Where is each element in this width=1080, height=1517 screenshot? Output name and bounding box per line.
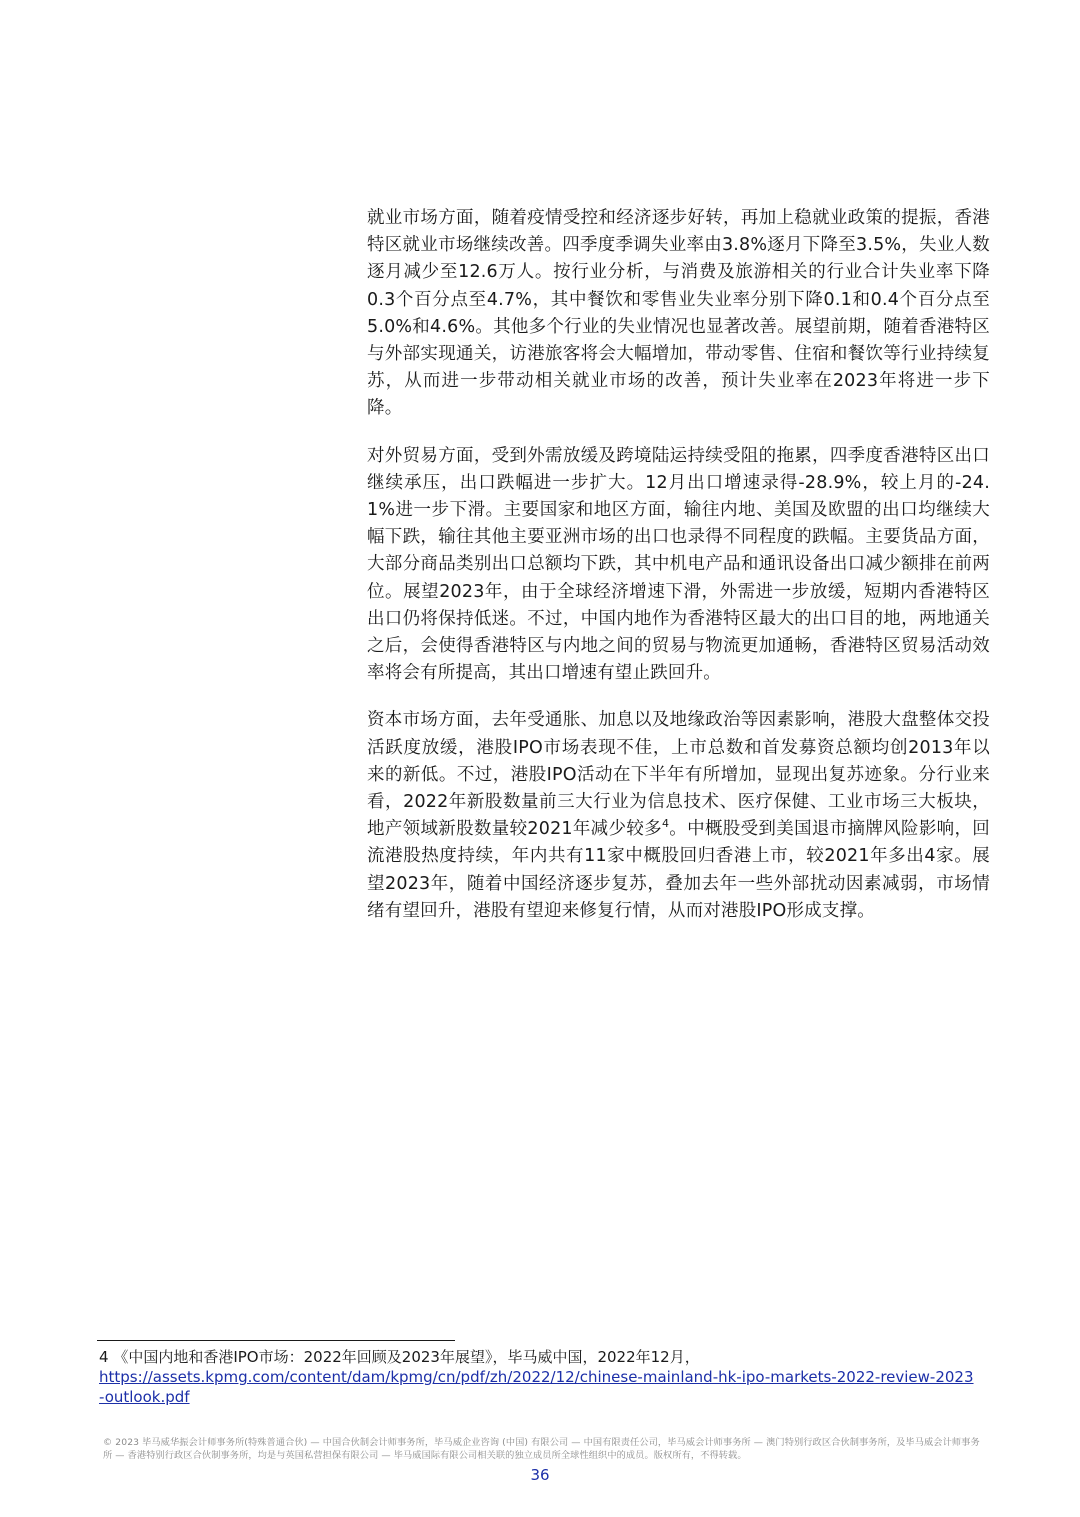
page-number: 36 <box>530 1466 550 1484</box>
paragraph-capital-market <box>367 707 990 925</box>
footnote-link[interactable]: https://assets.kpmg.com/content/dam/kpmg/cn/pdf/zh/2022/12/chinese-mainland-hk-ipo-markets-2022-review-2023-outlook.pdf <box>99 1368 974 1406</box>
main-body <box>367 205 990 945</box>
capital-market-text-a: 资本市场方面，去年受通胀、加息以及地缘政治等因素影响，港股大盘整体交投活跃度放缓，港股IPO市场表现不佳，上市总数和首发募资总额均创2013年以来的新低。不过，港股IPO活动在下半年有所增加，显现出复苏迹象。分行业来看，2022年新股数量前三大行业为信息技术、医疗保健、工业市场三大板块，地产领域新股数量较2021年减少较多 <box>367 710 990 840</box>
paragraph-foreign-trade: 对外贸易方面，受到外需放缓及跨境陆运持续受阻的拖累，四季度香港特区出口继续承压，出口跌幅进一步扩大。12月出口增速录得-28.9%，较上月的-24.1%进一步下滑。主要国家和地区方面，输往内地、美国及欧盟的出口均继续大幅下跌，输往其他主要亚洲市场的出口也录得不同程度的跌幅。主要货品方面，大部分商品类别出口总额均下跌，其中机电产品和通讯设备出口减少额排在前两位。展望2023年，由于全球经济增速下滑，外需进一步放缓，短期内香港特区出口仍将保持低迷。不过，中国内地作为香港特区最大的出口目的地，两地通关之后，会使得香港特区与内地之间的贸易与物流更加通畅，香港特区贸易活动效率将会有所提高，其出口增速有望止跌回升。 <box>367 445 990 684</box>
paragraph-employment: 就业市场方面，随着疫情受控和经济逐步好转，再加上稳就业政策的提振，香港特区就业市场继续改善。四季度季调失业率由3.8%逐月下降至3.5%，失业人数逐月减少至12.6万人。按行业分析，与消费及旅游相关的行业合计失业率下降0.3个百分点至4.7%，其中餐饮和零售业失业率分别下降0.1和0.4个百分点至5.0%和4.6%。其他多个行业的失业情况也显著改善。展望前期，随着香港特区与外部实现通关，访港旅客将会大幅增加，带动零售、住宿和餐饮等行业持续复苏，从而进一步带动相关就业市场的改善，预计失业率在2023年将进一步下降。 <box>367 208 990 419</box>
footnote <box>99 1347 979 1407</box>
capital-market-text-b: 。中概股受到美国退市摘牌风险影响，回流港股热度持续，年内共有11家中概股回归香港上市，较2021年多出4家。展望2023年，随着中国经济逐步复苏，叠加去年一些外部扰动因素减弱，市场情绪有望回升，港股有望迎来修复行情，从而对港股IPO形成支撑。 <box>367 819 990 921</box>
footer-legal-notice: © 2023 毕马威华振会计师事务所(特殊普通合伙) — 中国合伙制会计师事务所，毕马威企业咨询 (中国) 有限公司 — 中国有限责任公司，毕马威会计师事务所 — 澳门特别行政区合伙制事务所，及毕马威会计师事务所 — 香港特别行政区合伙制事务所，均是与英国私营担保有限公司 — 毕马威国际有限公司相关联的独立成员所全球性组织中的成员。版权所有，不得转载。 <box>103 1437 980 1461</box>
footnote-reference[interactable]: 4 <box>661 817 670 831</box>
footnote-text: 《中国内地和香港IPO市场：2022年回顾及2023年展望》，毕马威中国，2022年12月， <box>113 1348 700 1366</box>
footnote-divider <box>97 1340 455 1341</box>
footnote-number: 4 <box>99 1348 109 1366</box>
